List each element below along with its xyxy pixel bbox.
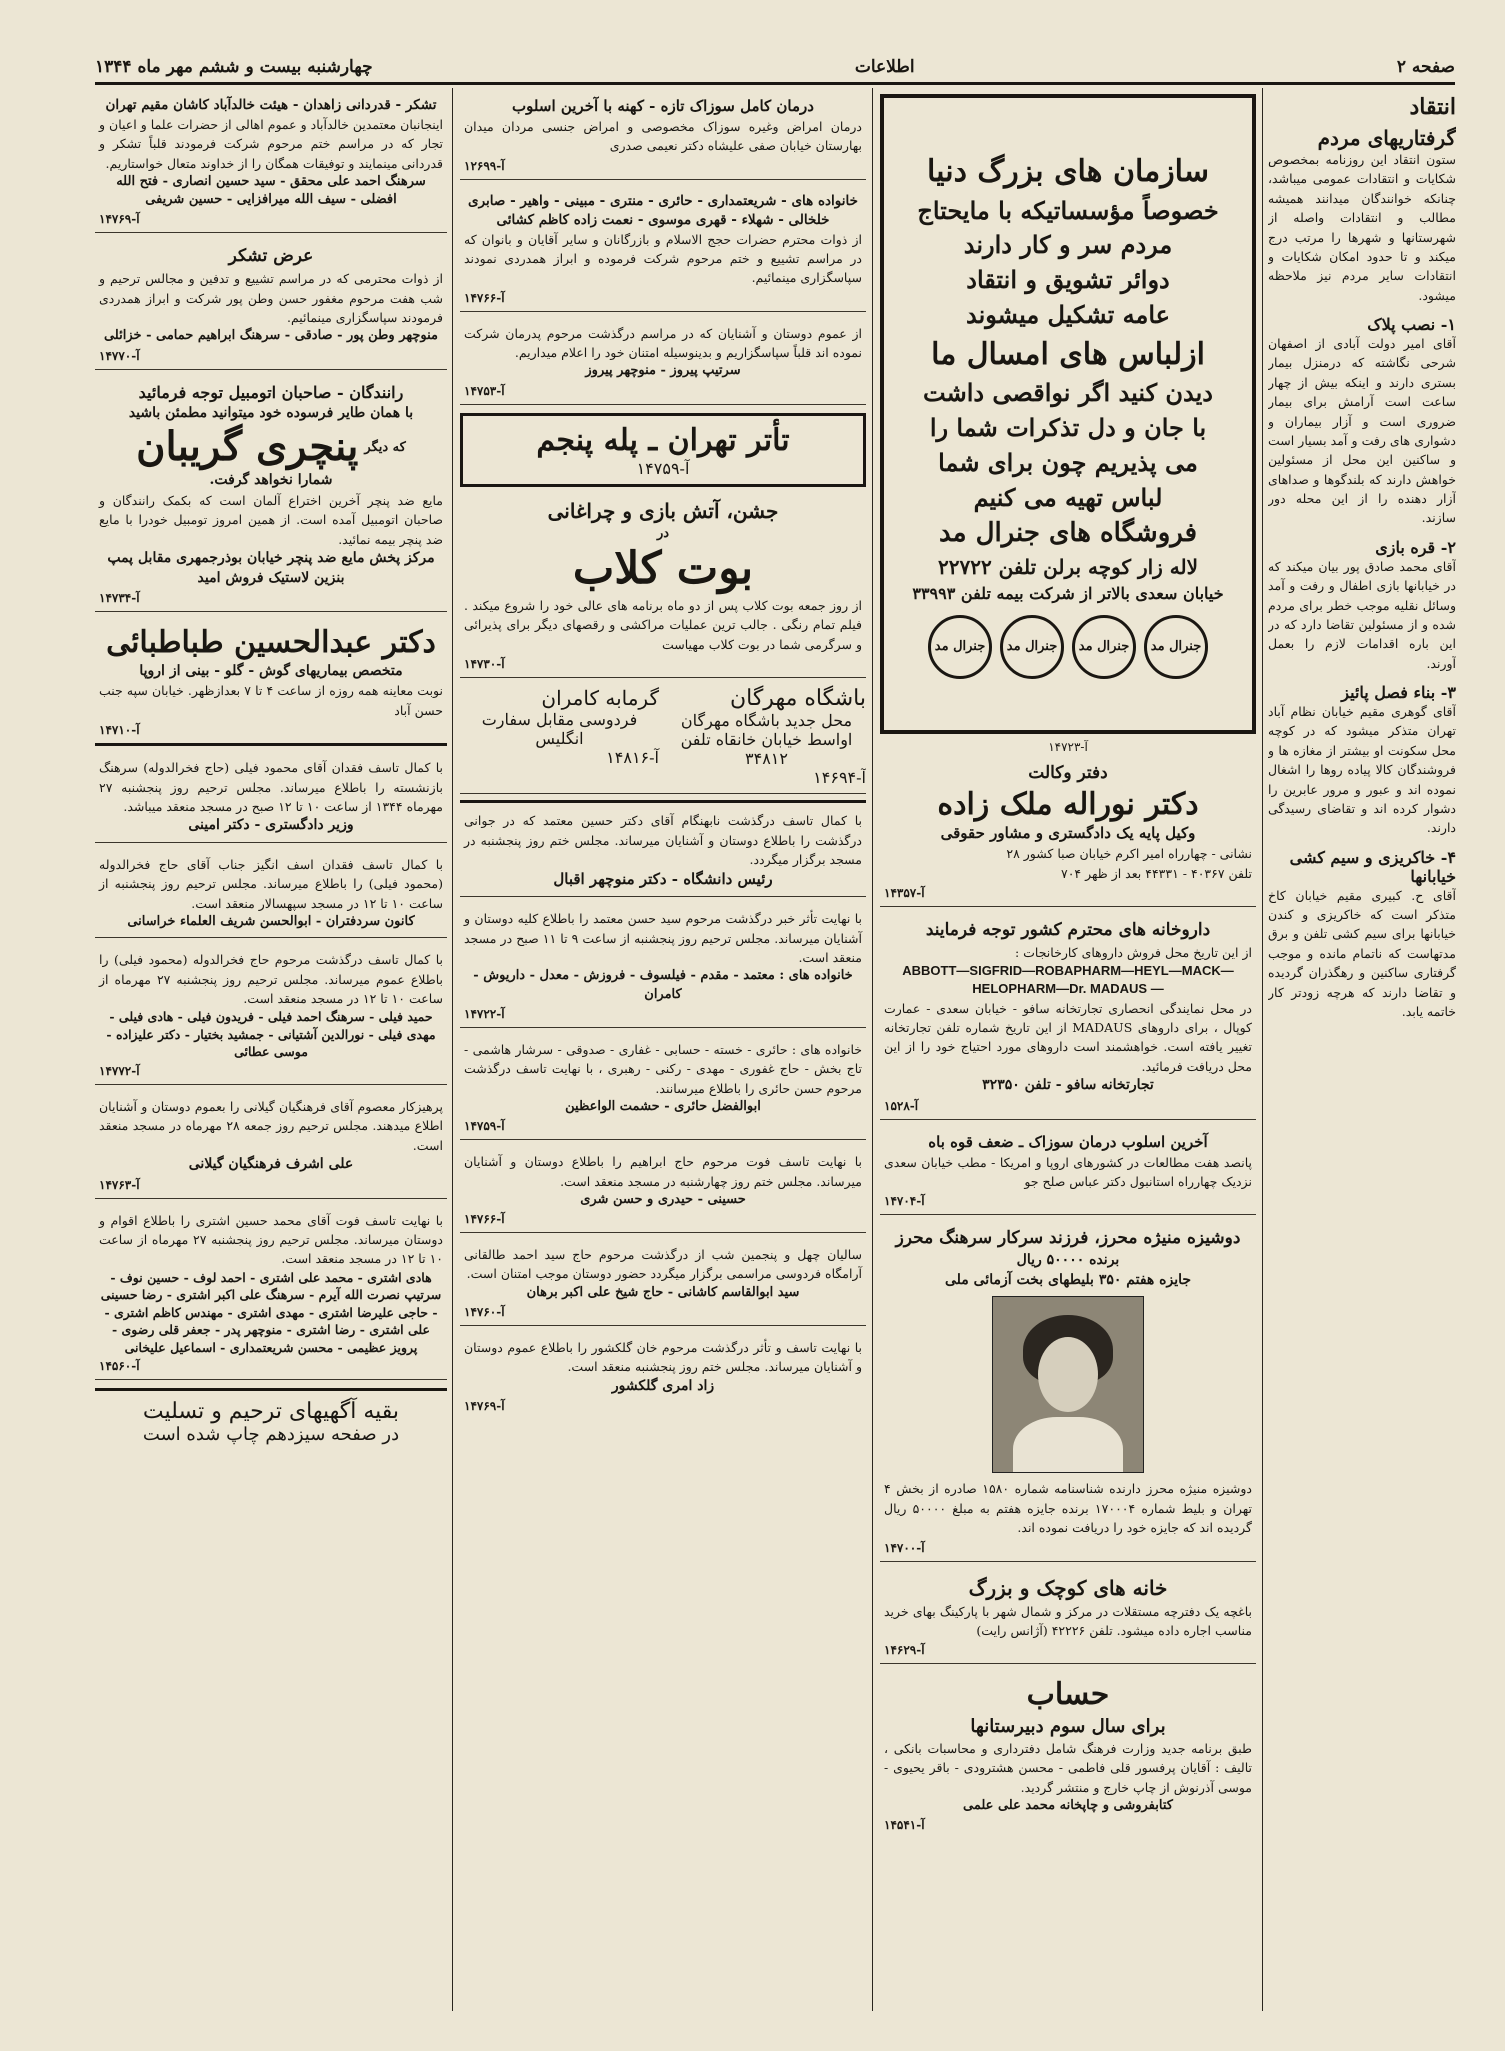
column-ads-4: [95, 88, 447, 2011]
ad-line: دیدن کنید اگر نواقصی داشت: [923, 378, 1213, 408]
obituary-signature: حسینی - حیدری و حسن شری: [580, 1191, 746, 1207]
lawyer-tel: تلفن ۴۰۳۶۷ - ۴۴۳۳۱ بعد از ظهر ۷۰۴: [1060, 865, 1252, 881]
bath-title: گرمابه کامران: [541, 686, 659, 711]
masthead: [95, 52, 1455, 85]
obituary-signature: ابوالفضل حائری - حشمت الواعظین: [565, 1098, 761, 1114]
obituary-text: با نهایت تاسف فوت مرحوم حاج ابراهیم را باطلاع دوستان و آشنایان میرساند. مجلس ختم روز چهارشنبه در مسجد منعقد است.: [464, 1154, 862, 1189]
ad-code: آ-۱۴۷۲۲: [464, 1006, 505, 1021]
footer-line: بقیه آگهیهای ترحیم و تسلیت: [142, 1399, 400, 1425]
ad-text: از ذوات محترمی که در مراسم تشییع و تدفین و مجالس ترحیم و شب هفت مرحوم مغفور حسن وطن پور شرکت و ابراز همدردی فرمودند سپاسگزاری مینمائیم.: [99, 271, 443, 325]
obituary-signature: سید ابوالقاسم کاشانی - حاج شیخ علی اکبر برهان: [526, 1284, 800, 1300]
column-rule: [452, 88, 453, 2011]
obituary-signature: علی اشرف فرهنگیان گیلانی: [188, 1156, 354, 1173]
obituary-text: سالیان چهل و پنجمین شب از درگذشت مرحوم حاج سید احمد طالقانی آرامگاه فردوسی مراسمی برگزار میگردد حضور دوستان موجب امتنان است.: [464, 1247, 862, 1282]
brand-badge: جنرال مد: [1144, 615, 1208, 679]
lawyer-name: دکتر نوراله ملک زاده: [937, 786, 1199, 822]
ad-text: نوبت معاینه همه روزه از ساعت ۴ تا ۷ بعدازظهر. خیابان سپه جنب حسن آباد: [99, 683, 443, 718]
bath-text: فردوسی مقابل سفارت انگلیس: [481, 710, 638, 749]
ad-text: از عموم دوستان و آشنایان که در مراسم درگذشت مرحوم پدرمان شرکت نموده اند قلباً سپاسگزاریم و بدینوسیله امتنان خود را اعلام میداریم.: [464, 325, 862, 361]
ad-text: طبق برنامه جدید وزارت فرهنگ شامل دفترداری و محاسبات بانکی ، تالیف : آقایان پرفسور قلی فاطمی - محسن هشترودی - باقر یحیوی - موسی آذرنوش از چاپ خارج و منتشر گردید.: [884, 1740, 1252, 1795]
obituary-text: با نهایت تاسف فوت آقای محمد حسین اشتری را باطلاع اقوام و دوستان میرساند. مجلس ترحیم روز پنجشنبه ۲۷ مهرماه از ساعت ۱۰ تا ۱۲ در مسجد منعقد است.: [99, 1212, 443, 1267]
obituary-text: پرهیزکار معصوم آقای فرهنگیان گیلانی را بعموم دوستان و آشنایان اطلاع میدهند. مجلس ترحیم روز جمعه ۲۸ مهرماه در مسجد منعقد است.: [99, 1098, 443, 1153]
clinic-ad: [880, 1128, 1256, 1216]
ad-heading: آخرین اسلوب درمان سوزاک ـ ضعف قوه باه: [928, 1132, 1208, 1151]
ad-code: آ-۱۴۷۶۰: [464, 1305, 505, 1320]
obituary-signature: وزیر دادگستری - دکتر امینی: [188, 817, 354, 834]
ad-code: آ-۱۴۶۲۹: [884, 1643, 925, 1658]
theatre-title: تأتر تهران ـ پله پنجم: [536, 422, 790, 458]
ad-intro: از این تاریخ محل فروش داروهای کارخانجات :: [1014, 944, 1252, 960]
ad-code: آ-۱۲۶۹۹: [464, 158, 505, 173]
obituary: [460, 905, 866, 1028]
houses-ad: [880, 1570, 1256, 1665]
ad-text: اینجانبان معتمدین خالدآباد و عموم اهالی از حضرات علما و اعیان و تجار که در مراسم ختم مرحوم شرکت فرمودند قلباً تشکر و قدردانی مینمایند و توفیقات همگان را از خداوند متعال خواستاریم.: [99, 116, 443, 171]
gym-title: باشگاه مهرگان: [729, 686, 866, 712]
obituary: [95, 851, 447, 938]
general-mode-ad: [880, 94, 1256, 734]
prize-desc: جایزه هفتم ۳۵۰ بلیطهای بخت آزمائی ملی: [944, 1271, 1192, 1288]
book-title: حساب: [1026, 1677, 1110, 1713]
obituary: [460, 807, 866, 897]
page-footer-note: [95, 1388, 447, 1445]
obituary: [460, 1241, 866, 1326]
ad-subheading: با همان طایر فرسوده خود میتوانید مطمئن باشید: [128, 404, 414, 421]
ad-line: ازلباس های امسال ما: [931, 336, 1205, 372]
ad-signature: سرتیپ پیروز - منوچهر پیروز: [585, 363, 741, 379]
prize-amount: برنده ۵۰۰۰۰ ریال: [1016, 1252, 1120, 1269]
editorial-intro: ستون انتقاد این روزنامه بمخصوص شکایات و انتقادات عمومی میباشد، چنانکه خوانندگان میدانند همیشه مطالب و انتقادات واصله از شهرستانها و شهرها را مرتب درج میکند و تا حدود امکان شکایات و انتقادات سایر مردم نیز ملاحظه میشود.: [1268, 152, 1456, 303]
obituary-text: با نهایت تاسف و تأثر درگذشت مرحوم خان گلکشور را باطلاع عموم دوستان و آشنایان میرساند. مجلس ختم روز پنجشنبه منعقد است.: [464, 1340, 862, 1375]
column-editorial: [1268, 88, 1456, 2011]
ad-code: آ-۱۴۷۰۴: [884, 1194, 925, 1209]
ad-code: آ-۱۴۷۱۰: [99, 723, 140, 738]
ad-heading: رانندگان - صاحبان اتومبیل توجه فرمائید: [138, 382, 404, 402]
ad-heading: دفتر وکالت: [1028, 763, 1108, 783]
ad-code: آ-۱۴۷۷۰: [99, 348, 140, 363]
ad-code: آ-۱۴۶۹۴: [813, 768, 866, 788]
editorial-item-heading: ۲- قره بازی: [1375, 537, 1456, 557]
obituary-text: با کمال تاسف درگذشت نابهنگام آقای دکتر حسین معتمد که در جوانی درگذشت را باطلاع دوستان و آشنایان میرساند. مجلس ختم روز پنجشنبه در مسجد برگزار میگردد.: [464, 813, 862, 867]
ad-heading: عرض تشکر: [228, 246, 314, 267]
ad-line: عامه تشکیل میشوند: [965, 299, 1170, 329]
doctor-spec: متخصص بیماریهای گوش - گلو - بینی از اروپا: [139, 662, 403, 679]
lottery-ad: [880, 1223, 1256, 1561]
ad-code: آ-۱۴۷۰۰: [884, 1540, 925, 1555]
obituary-signature: رئیس دانشگاه - دکتر منوچهر اقبال: [553, 870, 773, 889]
store-address: لاله زار کوچه برلن تلفن ۲۲۷۲۲: [937, 555, 1199, 580]
tyre-ad: [95, 378, 447, 613]
ad-heading: درمان کامل سوزاک تازه - کهنه با آخرین اسلوب: [512, 97, 814, 115]
doctor-name: دکتر عبدالحسین طباطبائی: [106, 625, 436, 661]
brand-badge: جنرال مد: [928, 615, 992, 679]
pharmacy-ad: [880, 915, 1256, 1120]
store-name: فروشگاه های جنرال مد: [938, 518, 1198, 549]
column-ads-2: [880, 88, 1256, 2011]
obituary-text: با کمال تاسف فقدان آقای محمود فیلی (حاج فخرالدوله) سرهنگ بازنشسته را باطلاع میرساند. مجلس ترحیم روز پنجشنبه ۲۷ مهرماه ۱۳۴۴ از ساعت ۱۰ تا ۱۲ صبح در مسجد منعقد میباشد.: [99, 760, 443, 814]
obituary-signature: کانون سردفتران - ابوالحسن شریف العلماء خراسانی: [127, 914, 415, 930]
issue-date: چهارشنبه بیست و ششم مهر ماه ۱۳۴۴: [95, 57, 373, 77]
obituary: [95, 1207, 447, 1381]
thanks-ad: [460, 188, 866, 312]
ad-heading: داروخانه های محترم کشور توجه فرمایند: [925, 920, 1211, 941]
gym-ad: [667, 686, 866, 787]
ad-code: آ-۱۴۵۶۰: [99, 1359, 140, 1374]
ad-code: آ-۱۴۸۱۶: [606, 748, 659, 768]
lawyer-ad: [880, 758, 1256, 907]
lawyer-title: وکیل پایه یک دادگستری و مشاور حقوقی: [940, 824, 1196, 843]
brand-badges: [894, 615, 1242, 679]
ad-line: مردم سر و کار دارند: [963, 230, 1173, 260]
photo-face: [1038, 1337, 1098, 1412]
book-subtitle: برای سال سوم دبیرستانها: [970, 1715, 1166, 1737]
ad-line: دوائر تشویق و انتقاد: [966, 265, 1170, 295]
ad-heading: دوشیزه منیژه محرز، فرزند سرکار سرهنگ محرز: [895, 1228, 1241, 1249]
ad-center: مرکز پخش مایع ضد پنچر خیابان بوذرجمهری مقابل پمپ بنزین لاستیک فروش امید: [107, 550, 435, 586]
obituary-signature: خانواده های : معتمد - مقدم - فیلسوف - فروزش - معدل - داریوش - کامران: [473, 968, 853, 1002]
ad-code: آ-۱۴۷۵۹: [464, 1119, 505, 1134]
ad-text: مایع ضد پنچر آخرین اختراع آلمان است که بکمک رانندگان و صاحبان اتومبیل آمده است. از همین امروز تومبیل خودرا با مایع ضد پنچر بیمه نمائید.: [99, 493, 443, 547]
ad-code: آ-۱۴۷۷۲: [99, 1063, 140, 1078]
thanks-ad: [95, 241, 447, 369]
ad-line: لباس تهیه می کنیم: [973, 482, 1163, 512]
page-number: صفحه ۲: [1396, 57, 1455, 77]
ad-text: پانصد هفت مطالعات در کشورهای اروپا و امریکا - مطب خیابان سعدی نزدیک چهارراه استانبول دکتر عباس صلح جو: [884, 1154, 1252, 1190]
obituary: [95, 946, 447, 1085]
section-title: انتقاد: [1409, 94, 1456, 120]
photo-body: [1013, 1417, 1123, 1473]
obituary: [460, 1148, 866, 1233]
theatre-ad: [460, 413, 866, 488]
ad-code: آ-۱۴۷۳۴: [99, 591, 140, 606]
obituary-text: خانواده های : حائری - خسته - حسابی - غفاری - صدوقی - سرشار هاشمی - تاج بخش - حاج غفوری - مهدی - رکنی - رهبری ، با نهایت تاسف درگذشت مرحوم حسن حائری را باطلاع میرسانند.: [464, 1041, 862, 1096]
editorial-item-heading: ۳- بناء فصل پائیز: [1341, 683, 1456, 702]
gym-text: محل جدید باشگاه مهرگان اواسط خیابان خانقاه تلفن ۳۴۸۱۲: [680, 711, 853, 769]
ad-code: آ-۱۴۷۶۹: [464, 1399, 505, 1414]
ad-code: آ-۱۴۷۵۹: [636, 459, 690, 479]
obituary-text: با کمال تاسف درگذشت مرحوم حاج فخرالدوله (محمود فیلی) را باطلاع عموم میرساند. مجلس ترحیم روز پنجشنبه ۲۷ مهرماه از ساعت ۱۰ تا ۱۲ در مسجد منعقد است.: [99, 952, 443, 1007]
doctor-ad: [95, 620, 447, 746]
editorial-item-heading: ۱- نصب پلاک: [1367, 315, 1456, 334]
ad-code: آ-۱۴۳۵۷: [884, 886, 925, 901]
company-list: ABBOTT—SIGFRID—ROBAPHARM—HEYL—MACK—HELOPHARM—Dr. MADAUS —: [902, 963, 1234, 997]
ad-heading: تشکر - قدردانی زاهدان - هیئت خالدآباد کاشان مقیم تهران: [105, 97, 437, 113]
obituary: [460, 1334, 866, 1419]
editorial-item-text: آقای محمد صادق پور بیان میکند که در خیابانها بازی اطفال و رفت و آمد وسائل نقلیه موجب خطر برای مردم شده و از مسئولین تقاضا دارد که در این باره اقدامات لازم را بعمل آورند.: [1268, 558, 1456, 671]
editorial-item-text: آقای امیر دولت آبادی از اصفهان شرحی نگاشته که درمنزل بیمار بستری دارند و اینکه بیش از چهار ساعت است آرامش برای بیمار ضروری است و آزار بیماران و دشواری های رفت و آمد بسیار است و ساکنین این محل از مسئولین خواهش دارند که بلندگوها و صداهای آزار دهنده را از این محله دور سازند.: [1268, 336, 1456, 526]
clinic-ad: [460, 92, 866, 180]
editorial-item-heading: ۴- خاکریزی و سیم کشی خیابانها: [1289, 847, 1456, 886]
ad-code: آ-۱۴۷۶۹: [99, 212, 140, 227]
festival-mid: در: [656, 526, 670, 542]
ad-text: دوشیزه منیژه محرز دارنده شناسنامه شماره ۱۵۸۰ صادره از بخش ۴ تهران و بلیط شماره ۱۷۰۰۰۴ برنده جایزه هفتم به مبلغ ۵۰۰۰۰ ریال گردیده اند که جایزه خود را دریافت نموده اند.: [884, 1481, 1252, 1536]
ad-text: درمان امراض وغیره سوزاک مخصوصی و امراض جنسی مردان میدان بهارستان خیابان صفی علیشاه دکتر نعیمی صدری: [464, 119, 862, 154]
obituary-signature: زاد امری گلکشور: [611, 1377, 715, 1394]
ad-code: آ-۱۴۷۳۰: [464, 657, 505, 672]
bath-gym-row: [460, 686, 866, 794]
ad-text: از روز جمعه بوت کلاب پس از دو ماه برنامه های عالی خود را شروع میکند . فیلم تمام رنگی . جالب ترین عملیات مراکشی و رقصهای دیگر برای پذیرائی و سرگرمی شما در بوت کلاب مهیاست: [464, 598, 862, 652]
lawyer-address: نشانی - چهارراه امیر اکرم خیابان صبا کشور ۲۸: [1006, 846, 1252, 862]
obituary-text: با نهایت تأثر خبر درگذشت مرحوم سید حسن معتمد را باطلاع کلیه دوستان و آشنایان میرساند. مجلس ترحیم روز پنجشنبه از ساعت ۹ تا ۱۱ صبح در مسجد منعقد است.: [464, 911, 862, 966]
editorial-item-text: آقای ح. کبیری مقیم خیابان کاخ متذکر است که خاکریزی و کندن خیابانها برای سیم کشی تلفن و برق مدتهاست که ناتمام مانده و موجب گرفتاری ساکنین و رهگذران گردیده و تقاضا دارند که هرچه زودتر کار خاتمه یابد.: [1268, 887, 1456, 1019]
editorial-item-text: آقای گوهری مقیم خیابان نظام آباد تهران متذکر میشود که در کوچه محل سکونت او بیشتر از مغازه ها و فروشندگان کالا پیاده روها را اشغال نموده اند و عبور و مرور عابرین را دشوار کرده اند و تقاضای رسیدگی دارند.: [1268, 704, 1456, 836]
ad-tel: تجارتخانه سافو - تلفن ۳۲۳۵۰: [982, 1077, 1154, 1094]
ad-code: آ-۱۴۷۶۶: [464, 290, 505, 305]
store-address: خیابان سعدی بالاتر از شرکت بیمه تلفن ۳۳۹۹۳: [912, 584, 1224, 604]
ad-code: آ-۱۵۲۸: [884, 1098, 919, 1113]
tyre-small2: شمارا نخواهد گرفت.: [209, 472, 333, 489]
obituary: [95, 754, 447, 843]
column-rule: [1262, 88, 1263, 2011]
obituary: [460, 1036, 866, 1140]
ad-line: سازمان های بزرگ دنیا: [927, 154, 1209, 189]
ad-code: آ-۱۴۵۴۱: [884, 1818, 925, 1833]
ad-text: در محل نمایندگی انحصاری تجارتخانه سافو - خیابان سعدی - عمارت کوپال ، برای داروهای MADAUS از این تاریخ شماره تلفن تجارتخانه تغییر یافته است. خواهشمند است داروهای مورد احتیاج خود را از این محل دریافت فرمائید.: [884, 1000, 1252, 1074]
festival-ad: [460, 493, 866, 678]
obituary: [95, 1093, 447, 1199]
ad-line: خصوصاً مؤسساتیکه با مایحتاج: [917, 195, 1219, 225]
thanks-ad: [460, 320, 866, 405]
ad-code: آ-۱۴۷۲۳: [1048, 740, 1088, 754]
tyre-big: پنچری گریبان: [136, 423, 359, 471]
tyre-headline: [99, 423, 443, 471]
obituaries: [460, 800, 866, 1419]
ad-heading: خانه های کوچک و بزرگ: [968, 1575, 1168, 1600]
brand-badge: جنرال مد: [1000, 615, 1064, 679]
ad-heading: خانواده های - شریعتمداری - حائری - منتری - مبینی - واهیر - صابری خلخالی - شهلاء - قهری موسوی - نعمت زاده کاظم کشائی: [468, 192, 858, 228]
obituary-signature: هادی اشتری - محمد علی اشتری - احمد لوف - حسین نوف - سرتیپ نصرت الله آیرم - سرهنگ علی اکبر اشتری - رضا حسینی - حاجی علیرضا اشتری - مهدی اشتری - مهندس کاظم اشتری - علی اشتری - رضا اشتری - منوچهر پدر - جعفر قلی رضوی - پرویز عظیمی - محسن شریعتمداری - اسماعیل علیخانی: [100, 1269, 442, 1355]
ad-line: می پذیریم چون برای شما: [938, 447, 1198, 477]
ad-text: باغچه یک دفترچه مستقلات در مرکز و شمال شهر با پارکینگ بهای خرید مناسب اجاره داده میشود. تلفن ۴۲۲۲۶ (آژانس رایت): [884, 1603, 1252, 1638]
book-ad: [880, 1672, 1256, 1838]
ad-line: با جان و دل تذکرات شما را: [929, 412, 1207, 442]
ad-signature: سرهنگ احمد علی محقق - سید حسین انصاری - فتح الله افضلی - سیف الله میرافزایی - حسین شریفی: [116, 174, 426, 208]
footer-line: در صفحه سیزدهم چاپ شده است: [142, 1424, 400, 1446]
ad-text: از ذوات محترم حضرات حجج الاسلام و بازرگانان و سایر آقایان و بانوان که در مراسم تشییع و ختم مرحوم شرکت فرموده و ابراز همدردی نمودند سپاسگزاری مینمائیم.: [464, 231, 862, 286]
ad-code: آ-۱۴۷۵۳: [464, 383, 505, 398]
ad-code: آ-۱۴۷۶۳: [99, 1177, 140, 1192]
tyre-small: که دیگر: [364, 439, 406, 455]
obituary-signature: حمید فیلی - سرهنگ احمد فیلی - فریدون فیلی - هادی فیلی - مهدی فیلی - نورالدین آشتیانی - جمشید بختیار - دکتر علیزاده - موسی عطائی: [106, 1009, 436, 1060]
winner-photo: [992, 1296, 1144, 1473]
bath-ad: [460, 686, 659, 787]
paper-name: اطلاعات: [854, 57, 915, 77]
ad-signature: منوچهر وطن پور - صادقی - سرهنگ ابراهیم حمامی - خزائلی: [103, 328, 439, 344]
column-rule: [872, 88, 873, 2011]
brand-badge: جنرال مد: [1072, 615, 1136, 679]
festival-title: جشن، آتش بازی و چراغانی: [547, 499, 779, 524]
obituary-text: با کمال تاسف فقدان اسف انگیز جناب آقای حاج فخرالدوله (محمود فیلی) را باطلاع میرساند. مجلس ترحیم روز پنجشنبه از ساعت ۱۰ تا ۱۲ در مسجد سپهسالار منعقد است.: [99, 856, 443, 911]
thanks-ad: [95, 92, 447, 233]
ad-code: آ-۱۴۷۶۶: [464, 1212, 505, 1227]
publisher: کتابفروشی و چاپخانه محمد علی علمی: [963, 1798, 1173, 1814]
festival-venue: بوت کلاب: [572, 543, 754, 595]
editorial-title: گرفتاریهای مردم: [1317, 126, 1456, 150]
column-ads-3: [460, 88, 866, 2011]
